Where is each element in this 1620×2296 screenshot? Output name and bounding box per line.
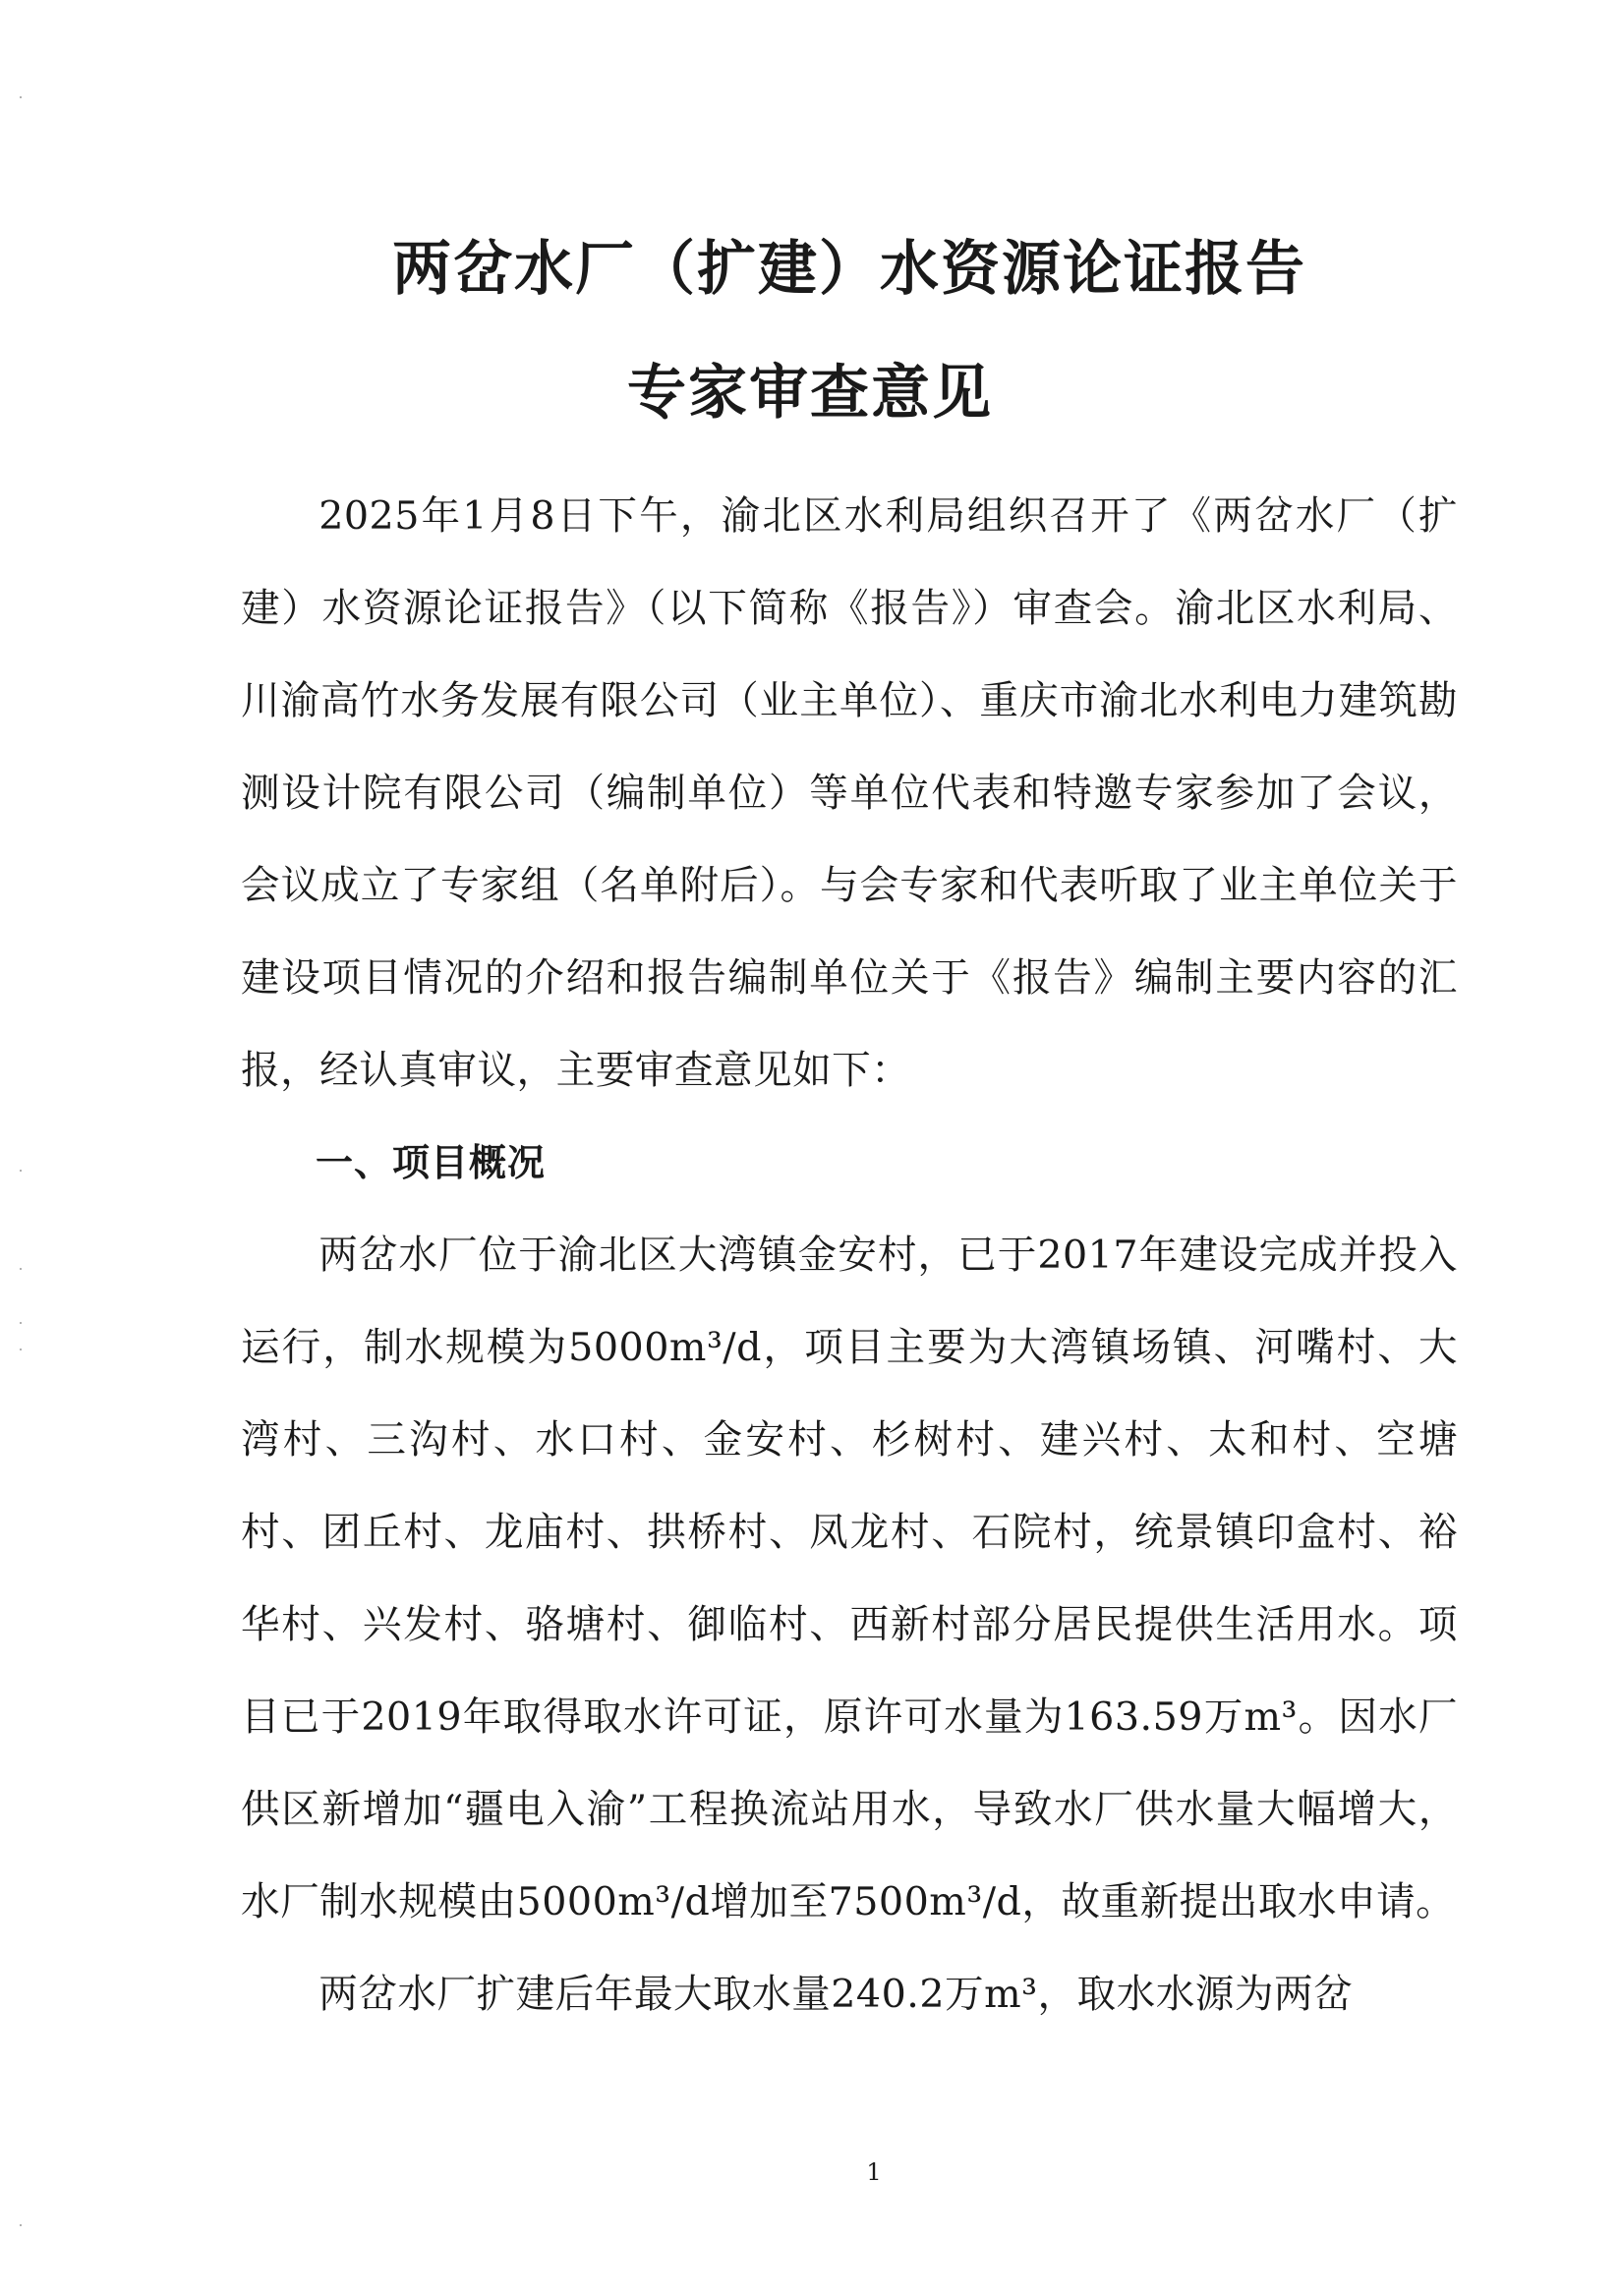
- water-intake-paragraph: 两岔水厂扩建后年最大取水量240.2万m³，取水水源为两岔: [318, 1972, 1354, 2017]
- document-title-line1: 两岔水厂（扩建）水资源论证报告: [392, 235, 1306, 304]
- document-title-line2: 专家审查意见: [627, 359, 993, 428]
- scan-speck: [20, 1322, 22, 1324]
- scan-speck: [20, 96, 22, 98]
- section-heading: 一、项目概况: [316, 1141, 547, 1184]
- intro-paragraph: 2025年1月8日下午，渝北区水利局组织召开了《两岔水厂（扩建）水资源论证报告》（以下简称《报告》）审查会。渝北区水利局、川渝高竹水务发展有限公司（业主单位）、重庆市渝北水利电力建筑勘测设计院有限公司（编制单位）等单位代表和特邀专家参加了会议，会议成立了专家组（名单附后）。与会专家和代表听取了业主单位关于建设项目情况的介绍和报告编制单位关于《报告》编制主要内容的汇报，经认真审议，主要审查意见如下：: [241, 493, 1458, 1093]
- scan-speck: [20, 1349, 22, 1350]
- project-overview-paragraph: 两岔水厂位于渝北区大湾镇金安村，已于2017年建设完成并投入运行，制水规模为5000m³/d，项目主要为大湾镇场镇、河嘴村、大湾村、三沟村、水口村、金安村、杉树村、建兴村、太和村、空塘村、团丘村、龙庙村、拱桥村、凤龙村、石院村，统景镇印盒村、裕华村、兴发村、骆塘村、御临村、西新村部分居民提供生活用水。项目已于2019年取得取水许可证，原许可水量为163.59万m³。因水厂供区新增加“疆电入渝”工程换流站用水，导致水厂供水量大幅增大，水厂制水规模由5000m³/d增加至7500m³/d，故重新提出取水申请。: [241, 1233, 1458, 1924]
- scan-speck: [20, 2224, 22, 2226]
- document-body: [241, 470, 1458, 2040]
- scan-speck: [20, 1170, 22, 1172]
- scan-speck: [20, 1268, 22, 1270]
- page-number: 1: [866, 2158, 882, 2186]
